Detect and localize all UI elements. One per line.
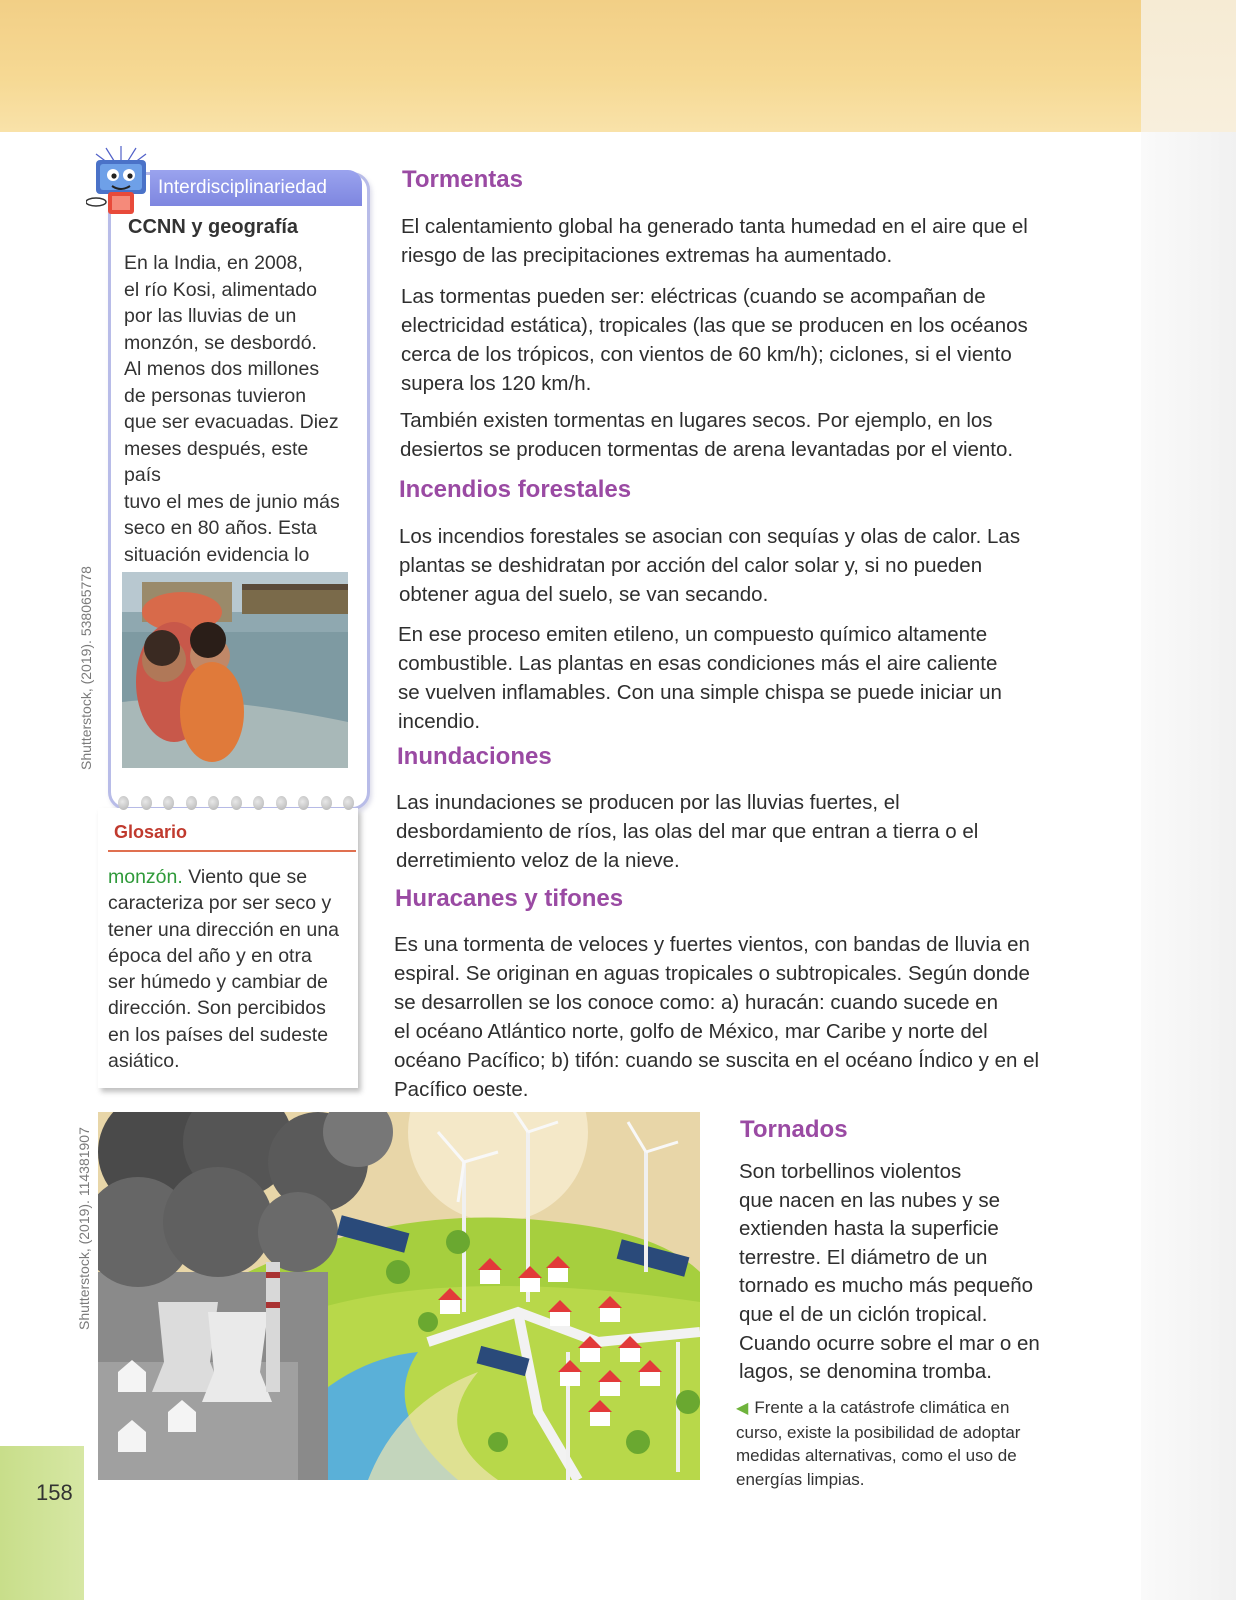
heading-huracanes: Huracanes y tifones [395,885,624,912]
text-line: En ese proceso emiten etileno, un compuesto químico altamente [398,623,988,646]
text-line: se desarrollen se los conoce como: a) huracán: cuando sucede en [394,991,998,1014]
illustration-caption [736,1396,1036,1491]
clean-energy-illustration [98,1112,700,1480]
paragraph [400,406,1013,464]
page-number: 158 [36,1480,73,1505]
text-line: medidas alternativas, como el uso de [736,1446,1017,1465]
text-line: Es una tormenta de veloces y fuertes vientos, con bandas de lluvia en [394,933,1030,956]
ring-icon [298,796,309,810]
ring-icon [231,796,242,810]
text-line: En la India, en 2008, [124,252,303,274]
paragraph [396,788,978,875]
ring-icon [163,796,174,810]
text-line: que el de un ciclón tropical. [739,1302,988,1326]
text-line: caracteriza por ser seco y [108,892,332,915]
text-line: monzón, se desbordó. [124,331,317,354]
ring-icon [343,796,354,810]
text-line: obtener agua del suelo, se van secando. [399,583,769,606]
paragraph [401,282,1028,398]
triangle-left-icon: ◀ [736,1400,749,1417]
text-line: derretimiento veloz de la nieve. [396,849,680,872]
text-line: en los países del sudeste [108,1023,329,1046]
text-line: Frente a la catástrofe climática en [754,1398,1010,1417]
text-line: cerca de los trópicos, con vientos de 60 km/h); ciclones, si el viento [401,343,1012,366]
text-line: se vuelven inflamables. Con una simple chispa se puede iniciar un [398,681,1002,704]
text-line: el río Kosi, alimentado [124,278,317,301]
text-line: Cuando ocurre sobre el mar o en [739,1331,1040,1355]
text-line: océano Pacífico; b) tifón: cuando se suscita en el océano Índico y en el [394,1049,1040,1072]
ring-icon [208,796,219,810]
heading-tormentas: Tormentas [402,166,523,193]
flood-photo [122,572,348,768]
text-line: tornado es mucho más pequeño [739,1274,1034,1298]
text-line: energías limpias. [736,1469,865,1489]
text-line: supera los 120 km/h. [401,372,592,395]
text-line: También existen tormentas en lugares secos. Por ejemplo, en los [400,409,993,432]
page-number-tab [0,1446,84,1600]
paragraph [399,522,1020,609]
text-line: seco en 80 años. Esta [124,517,317,539]
glossary-rings [118,796,354,812]
text-line: situación evidencia lo [124,543,310,566]
glossary-term: monzón. [108,866,183,888]
heading-incendios: Incendios forestales [399,476,632,503]
text-line: Al menos dos millones [124,358,320,380]
text-line: desbordamiento de ríos, las olas del mar que entran a tierra o el [396,820,979,843]
text-line: Son torbellinos violentos [739,1160,962,1183]
glossary-title: Glosario [114,822,188,842]
ring-icon [186,796,197,810]
text-line: dirección. Son percibidos [108,997,326,1020]
interdisciplinary-subtitle: CCNN y geografía [128,216,299,238]
ring-icon [141,796,152,810]
text-line: de personas tuvieron [124,384,307,407]
page-edge [1141,0,1236,1600]
paragraph [398,620,1002,736]
text-line: meses después, este país [124,437,309,486]
glossary-divider [108,850,356,852]
text-line: curso, existe la posibilidad de adoptar [736,1422,1021,1442]
text-line: tuvo el mes de junio más [124,490,340,513]
text-line: época del año y en otra [108,944,312,967]
text-line: Las tormentas pueden ser: eléctricas (cuando se acompañan de [401,285,986,308]
ring-icon [321,796,332,810]
paragraph [401,212,1028,270]
text-line: espiral. Se originan en aguas tropicales o subtropicales. Según donde [394,962,1030,985]
text-line: lagos, se denomina tromba. [739,1360,992,1384]
text-line: asiático. [108,1050,180,1073]
ring-icon [118,796,129,810]
text-line: que nacen en las nubes y se [739,1188,1000,1212]
text-line: Pacífico oeste. [394,1078,529,1101]
text-line: Los incendios forestales se asocian con sequías y olas de calor. Las [399,525,1021,548]
interdisciplinary-tab-label: Interdisciplinariedad [158,177,327,198]
text-line: electricidad estática), tropicales (las que se producen en los océanos [401,314,1028,337]
heading-tornados: Tornados [740,1116,848,1143]
text-line: por las lluvias de un [124,305,297,327]
text-line: el océano Atlántico norte, golfo de México, mar Caribe y norte del [394,1020,988,1043]
text-line: Viento que se [182,866,308,888]
paragraph [394,930,1039,1104]
glossary-definition [108,864,346,1074]
interdisciplinary-text [124,250,350,595]
page-edge-top [1141,0,1236,132]
text-line: ser húmedo y cambiar de [108,971,329,994]
text-line: desiertos se producen tormentas de arena levantadas por el viento. [400,438,1014,461]
text-line: que ser evacuadas. Diez [124,411,339,433]
paragraph [739,1158,1040,1387]
ring-icon [276,796,287,810]
text-line: riesgo de las precipitaciones extremas ha aumentado. [401,244,893,267]
photo-credit-bottom: Shutterstock, (2019). 114381907 [76,1127,92,1330]
photo-credit-top: Shutterstock, (2019). 538065778 [78,566,94,770]
interdisciplinary-tab [150,170,362,206]
text-line: extienden hasta la superficie [739,1217,999,1241]
text-line: combustible. Las plantas en esas condiciones más el aire caliente [398,652,998,675]
text-line: tener una dirección en una [108,918,339,941]
book-mascot-icon [86,144,156,218]
text-line: plantas se deshidratan por acción del calor solar y, si no pueden [399,554,983,577]
text-line: incendio. [398,710,481,733]
text-line: El calentamiento global ha generado tanta humedad en el aire que el [401,215,1028,238]
ring-icon [253,796,264,810]
heading-inundaciones: Inundaciones [397,743,552,770]
top-color-band [0,0,1236,132]
text-line: terrestre. El diámetro de un [739,1245,988,1269]
text-line: Las inundaciones se producen por las lluvias fuertes, el [396,791,900,814]
